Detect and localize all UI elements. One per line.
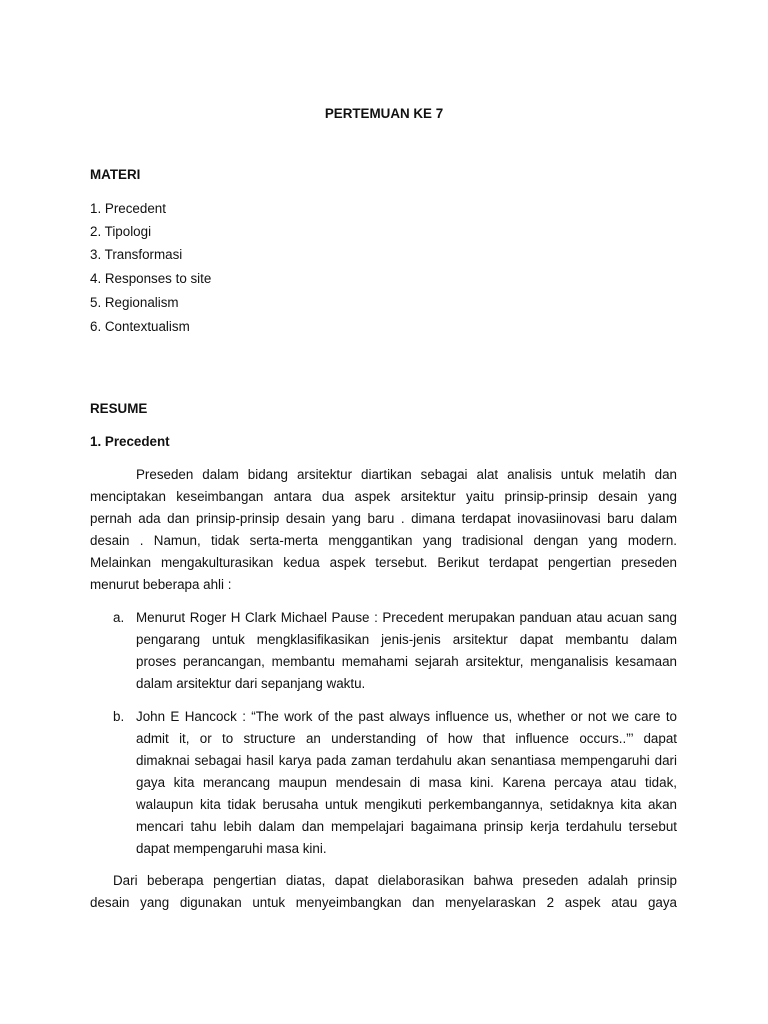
materi-item: 2. Tipologi [90, 224, 152, 239]
item-b-line: mencari tahu lebih dalam dan mempelajari bagaimana prinsip kerja terdahulu tersebut [136, 819, 677, 834]
paragraph-line: desain yang digunakan untuk menyeimbangkan dan menyelaraskan 2 aspek atau gaya [90, 895, 677, 910]
paragraph-line: menciptakan keseimbangan antara dua aspek arsitektur yaitu prinsip-prinsip desain yang [90, 489, 677, 504]
list-marker-a: a. [113, 610, 125, 625]
resume-subheading: 1. Precedent [90, 434, 170, 449]
paragraph-line: menurut beberapa ahli : [90, 577, 232, 592]
item-a-line: dalam arsitektur dari sepanjang waktu. [136, 676, 366, 691]
paragraph-line: desain . Namun, tidak serta-merta menggantikan yang tradisional dengan yang modern. [90, 533, 677, 548]
page-title: PERTEMUAN KE 7 [324, 106, 444, 121]
paragraph-line: Melainkan mengakulturasikan kedua aspek tersebut. Berikut terdapat pengertian preseden [90, 555, 677, 570]
item-b-line: admit it, or to structure an understanding of how that influence occurs..”’ dapat [136, 731, 677, 746]
list-marker-b: b. [113, 709, 125, 724]
item-a-line: Menurut Roger H Clark Michael Pause : Precedent merupakan panduan atau acuan sang [136, 610, 677, 625]
item-b-line: John E Hancock : “The work of the past always influence us, whether or not we care to [136, 709, 677, 724]
materi-item: 6. Contextualism [90, 319, 190, 334]
item-a-line: pengarang untuk mengklasifikasikan jenis-jenis arsitektur dapat membantu dalam [136, 632, 677, 647]
materi-heading: MATERI [90, 167, 141, 182]
materi-item: 5. Regionalism [90, 295, 179, 310]
item-a-line: proses perancangan, membantu memahami sejarah arsitektur, menganalisis kesamaan [136, 654, 677, 669]
item-b-line: gaya kita merancang maupun mendesain di masa kini. Karena percaya atau tidak, [136, 775, 677, 790]
materi-item: 4. Responses to site [90, 271, 212, 286]
materi-item: 3. Transformasi [90, 247, 183, 262]
item-b-line: dimaknai sebagai hasil karya pada zaman terdahulu akan senantiasa mempengaruhi dari [136, 753, 677, 768]
resume-heading: RESUME [90, 401, 148, 416]
item-b-line: walaupun kita tidak berusaha untuk mengikuti perkembangannya, setidaknya kita akan [136, 797, 677, 812]
paragraph-line: Dari beberapa pengertian diatas, dapat dielaborasikan bahwa preseden adalah prinsip [113, 873, 677, 888]
item-b-line: dapat mempengaruhi masa kini. [136, 841, 327, 856]
paragraph-line: Preseden dalam bidang arsitektur diartikan sebagai alat analisis untuk melatih dan [136, 467, 677, 482]
materi-item: 1. Precedent [90, 201, 166, 216]
paragraph-line: pernah ada dan prinsip-prinsip desain yang baru . dimana terdapat inovasiinovasi baru dalam [90, 511, 677, 526]
